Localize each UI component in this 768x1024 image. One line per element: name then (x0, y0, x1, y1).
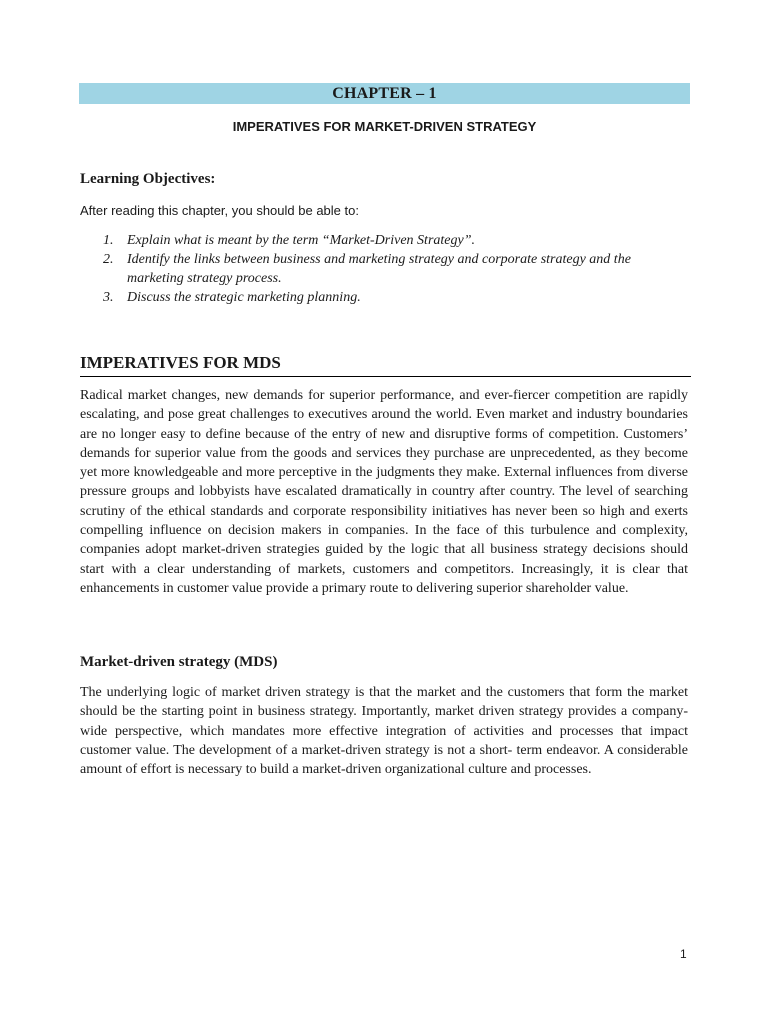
objective-item (80, 288, 691, 307)
chapter-subtitle: IMPERATIVES FOR MARKET-DRIVEN STRATEGY (232, 119, 537, 134)
objective-item (80, 250, 691, 288)
section-heading: IMPERATIVES FOR MDS (80, 351, 691, 377)
objective-item (80, 231, 691, 250)
chapter-title: CHAPTER – 1 (332, 85, 437, 102)
chapter-banner (79, 83, 690, 104)
objective-number: 3. (103, 290, 114, 305)
page-number: 1 (680, 947, 687, 961)
objective-text: Identify the links between business and marketing strategy and corporate strategy and the marketing strategy process. (127, 252, 631, 286)
objectives-list (80, 231, 691, 307)
objective-text: Explain what is meant by the term “Market-Driven Strategy”. (127, 233, 475, 248)
subsection-heading: Market-driven strategy (MDS) (80, 654, 278, 670)
objective-number: 1. (103, 233, 114, 248)
learning-objectives-intro: After reading this chapter, you should be able to: (80, 203, 359, 218)
section-paragraph: Radical market changes, new demands for superior performance, and ever-fiercer competition are rapidly escalating, and pose great challenges to executives around the world. Even market and industry boundaries are no longer easy to define because of the entry of new and disruptive forms of competition. Customers’ demands for superior value from the goods and services they purchase are unprecedented, as they become yet more knowledgeable and more perceptive in the judgments they make. External influences from diverse pressure groups and lobbyists have escalated dramatically in country after country. The level of searching scrutiny of the ethical standards and corporate responsibility initiatives has never been so high and exerts compelling influence on decision makers in companies. In the face of this turbulence and complexity, companies adopt market-driven strategies guided by the logic that all business strategy decisions should start with a clear understanding of markets, customers and competitors. Increasingly, it is clear that enhancements in customer value provide a primary route to delivering superior shareholder value. (80, 388, 688, 596)
objective-text: Discuss the strategic marketing planning. (127, 290, 361, 305)
objective-number: 2. (103, 252, 114, 267)
subsection-paragraph: The underlying logic of market driven strategy is that the market and the customers that form the market should be the starting point in business strategy. Importantly, market driven strategy provides a company-wide perspective, which mandates more effective integration of activities and processes that impact customer value. The development of a market-driven strategy is not a short- term endeavor. A considerable amount of effort is necessary to build a market-driven organizational culture and processes. (80, 685, 688, 778)
learning-objectives-heading: Learning Objectives: (80, 171, 216, 187)
